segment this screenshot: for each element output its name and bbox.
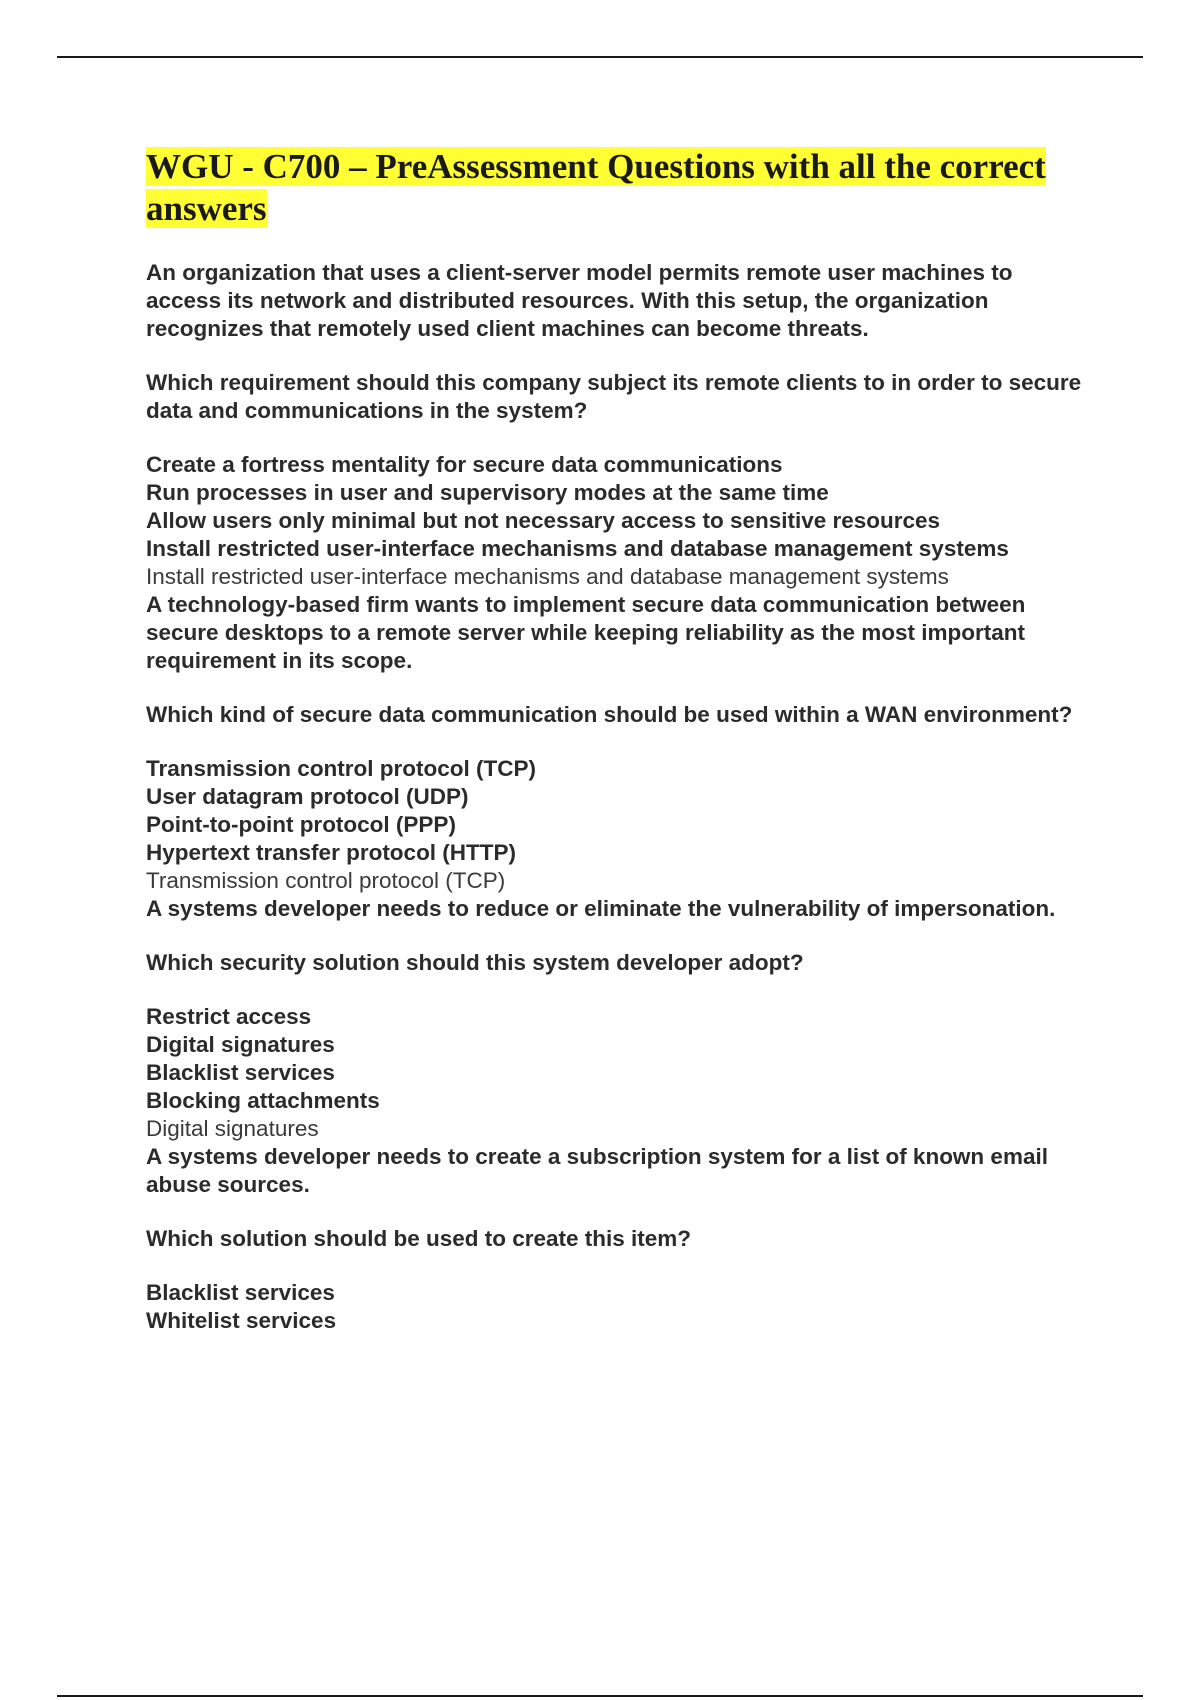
answer-option: User datagram protocol (UDP) <box>146 784 469 809</box>
answer-option: Blacklist services <box>146 1280 335 1305</box>
document-title <box>146 146 1086 230</box>
answer-option: Create a fortress mentality for secure data communications <box>146 452 783 477</box>
top-rule <box>57 56 1143 58</box>
answer-option: Point-to-point protocol (PPP) <box>146 812 456 837</box>
question-block <box>146 259 1086 591</box>
answer-option: Digital signatures <box>146 1032 335 1057</box>
question-scenario: A systems developer needs to reduce or eliminate the vulnerability of impersonation. <box>146 896 1056 921</box>
answer-option: Install restricted user-interface mechanisms and database management systems <box>146 536 1009 561</box>
question-prompt: Which security solution should this system developer adopt? <box>146 950 804 975</box>
question-block <box>146 895 1086 1143</box>
question-prompt: Which kind of secure data communication should be used within a WAN environment? <box>146 702 1073 727</box>
answer-option: Hypertext transfer protocol (HTTP) <box>146 840 517 865</box>
question-prompt: Which requirement should this company subject its remote clients to in order to secure data and communications in the system? <box>146 370 1082 423</box>
answer-option: Whitelist services <box>146 1308 337 1333</box>
highlighted-title: WGU - C700 – PreAssessment Questions with all the correct answers <box>146 147 1046 228</box>
document-body <box>146 146 1086 1335</box>
question-block <box>146 1143 1086 1335</box>
answer-option: Blocking attachments <box>146 1088 380 1113</box>
answer-option: Transmission control protocol (TCP) <box>146 756 537 781</box>
answer-option: Run processes in user and supervisory modes at the same time <box>146 480 829 505</box>
question-prompt: Which solution should be used to create this item? <box>146 1226 692 1251</box>
question-scenario: A technology-based firm wants to implement secure data communication between secure desktops to a remote server while keeping reliability as the most important requirement in its scope. <box>146 592 1026 673</box>
correct-answer: Digital signatures <box>146 1116 319 1141</box>
correct-answer: Install restricted user-interface mechanisms and database management systems <box>146 564 949 589</box>
answer-option: Allow users only minimal but not necessary access to sensitive resources <box>146 508 941 533</box>
answer-option: Restrict access <box>146 1004 312 1029</box>
answer-option: Blacklist services <box>146 1060 335 1085</box>
question-scenario: A systems developer needs to create a subscription system for a list of known email abuse sources. <box>146 1144 1048 1197</box>
correct-answer: Transmission control protocol (TCP) <box>146 868 506 893</box>
question-block <box>146 591 1086 895</box>
question-scenario: An organization that uses a client-server model permits remote user machines to access its network and distributed resources. With this setup, the organization recognizes that remotely used client machines can become threats. <box>146 260 1013 341</box>
bottom-rule <box>57 1695 1143 1697</box>
